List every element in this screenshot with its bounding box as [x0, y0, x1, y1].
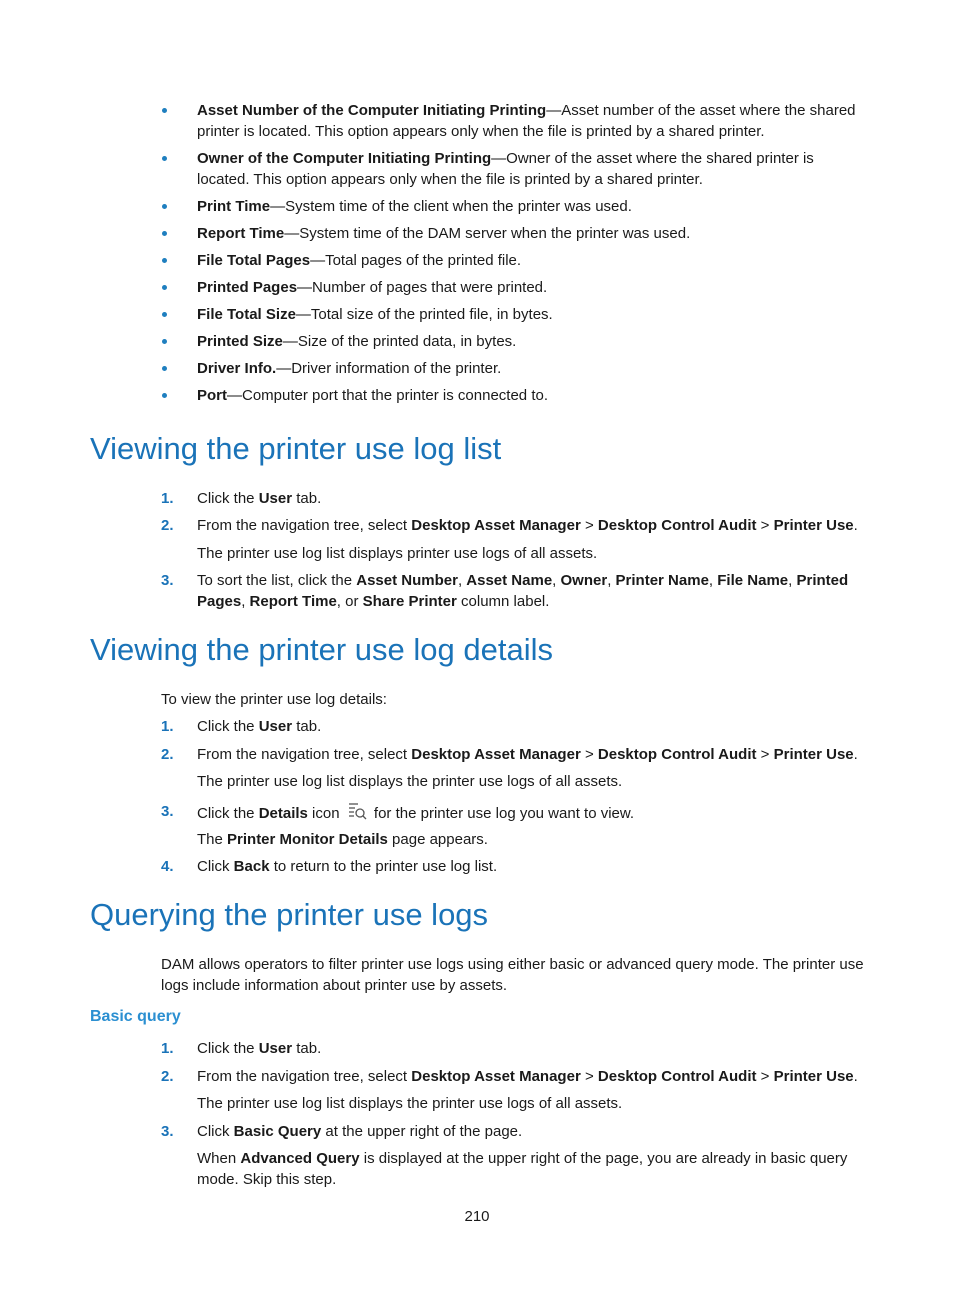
step-text: .	[853, 1068, 858, 1085]
step-text: >	[756, 746, 774, 763]
step-number: 2.	[161, 517, 174, 534]
step-item	[161, 1038, 871, 1059]
step-text: to return to the printer use log list.	[269, 858, 498, 875]
step-item	[161, 515, 871, 536]
step-text: column label.	[456, 593, 550, 610]
step-text: ,	[457, 572, 467, 589]
step-item	[161, 570, 871, 612]
ui-term: Printer Use	[773, 1068, 854, 1085]
description: —Computer port that the printer is connected to.	[227, 387, 548, 404]
description: —Asset number of the asset where the shared printer is located. This option appears only when the file is printed by a shared printer.	[197, 102, 856, 140]
ui-term: Basic Query	[233, 1123, 322, 1140]
step-text: tab.	[292, 718, 322, 735]
subsection-heading-basic-query: Basic query	[90, 1008, 181, 1025]
bullet-icon	[162, 339, 167, 344]
list-item	[160, 148, 870, 190]
term: Report Time	[197, 225, 285, 242]
ui-term: Advanced Query	[240, 1150, 360, 1167]
list-item	[160, 223, 870, 244]
note-text: page appears.	[387, 831, 488, 848]
field-list	[160, 100, 870, 406]
ui-term: Printer Name	[615, 572, 709, 589]
ui-term: Share Printer	[362, 593, 457, 610]
step-number: 1.	[161, 1040, 174, 1057]
step-number: 4.	[161, 858, 174, 875]
step-item	[161, 744, 871, 765]
step-number: 1.	[161, 490, 174, 507]
section-heading-log-list: Viewing the printer use log list	[90, 431, 502, 466]
ui-term: Desktop Control Audit	[597, 746, 757, 763]
list-item	[160, 250, 870, 271]
ui-term: Asset Number	[356, 572, 458, 589]
ui-term: Desktop Asset Manager	[411, 746, 581, 763]
term: Driver Info.	[197, 360, 277, 377]
list-item	[160, 385, 870, 406]
note-text: The	[197, 831, 228, 848]
description: —System time of the DAM server when the printer was used.	[284, 225, 691, 242]
step-number: 2.	[161, 746, 174, 763]
step-text: Click	[197, 1123, 234, 1140]
step-text: ,	[607, 572, 616, 589]
step-text: Click the	[197, 1040, 259, 1057]
note-text: is displayed at the upper right of the page, you are already in basic query mode. Skip this step.	[197, 1150, 848, 1188]
ui-term: Printer Use	[773, 517, 854, 534]
step-item	[161, 856, 871, 877]
ui-term: Report Time	[249, 593, 337, 610]
step-item	[161, 488, 871, 509]
section-heading-log-details: Viewing the printer use log details	[90, 632, 553, 667]
step-text: Click the	[197, 490, 259, 507]
term: Printed Pages	[197, 279, 298, 296]
step-item	[161, 1121, 871, 1142]
ui-term: File Name	[717, 572, 789, 589]
step-text: ,	[788, 572, 797, 589]
list-item	[160, 100, 870, 142]
details-magnifier-icon	[346, 801, 368, 821]
term: File Total Size	[197, 306, 296, 323]
list-item	[160, 358, 870, 379]
step-number: 1.	[161, 718, 174, 735]
step-note: The printer use log list displays the printer use logs of all assets.	[197, 773, 623, 790]
step-text: ,	[552, 572, 561, 589]
step-text: >	[580, 517, 598, 534]
term: Port	[197, 387, 227, 404]
step-text: >	[756, 517, 774, 534]
step-text: From the navigation tree, select	[197, 517, 412, 534]
bullet-icon	[162, 312, 167, 317]
ui-term: Details	[258, 805, 308, 822]
step-number: 3.	[161, 803, 174, 820]
ui-term: User	[258, 718, 293, 735]
step-text: Click	[197, 858, 234, 875]
ui-term: User	[258, 1040, 293, 1057]
step-text: ,	[708, 572, 718, 589]
ui-term: Desktop Asset Manager	[411, 517, 581, 534]
intro-text: To view the printer use log details:	[161, 691, 387, 708]
step-text: tab.	[292, 1040, 322, 1057]
term: Printed Size	[197, 333, 283, 350]
term: Print Time	[197, 198, 271, 215]
description: —Driver information of the printer.	[276, 360, 502, 377]
description: —Size of the printed data, in bytes.	[282, 333, 517, 350]
ui-term: Printed Pages	[197, 572, 849, 610]
step-text: for the printer use log you want to view.	[369, 805, 635, 822]
bullet-icon	[162, 285, 167, 290]
ui-term: Asset Name	[466, 572, 553, 589]
step-text: >	[580, 1068, 598, 1085]
ui-term: Desktop Control Audit	[597, 1068, 757, 1085]
bullet-icon	[162, 258, 167, 263]
description: —Number of pages that were printed.	[297, 279, 548, 296]
step-text: .	[853, 517, 858, 534]
bullet-icon	[162, 204, 167, 209]
bullet-icon	[162, 156, 167, 161]
page-number: 210	[464, 1208, 490, 1225]
step-text: To sort the list, click the	[197, 572, 357, 589]
step-text: >	[580, 746, 598, 763]
ui-term: Back	[233, 858, 270, 875]
ui-term: Printer Use	[773, 746, 854, 763]
step-text: .	[853, 746, 858, 763]
description: —Total pages of the printed file.	[310, 252, 522, 269]
bullet-icon	[162, 366, 167, 371]
ui-term: Desktop Asset Manager	[411, 1068, 581, 1085]
bullet-icon	[162, 108, 167, 113]
step-text: From the navigation tree, select	[197, 746, 412, 763]
step-item	[161, 716, 871, 737]
step-text: From the navigation tree, select	[197, 1068, 412, 1085]
term: Owner of the Computer Initiating Printing	[197, 150, 492, 167]
step-text: at the upper right of the page.	[321, 1123, 523, 1140]
step-text: , or	[336, 593, 363, 610]
note-text: When	[197, 1150, 241, 1167]
intro-text: DAM allows operators to filter printer use logs using either basic or advanced query mode. The printer use logs include information about printer use by assets.	[161, 956, 864, 994]
step-note	[197, 1148, 872, 1190]
ui-term: Printer Monitor Details	[227, 831, 388, 848]
step-text: tab.	[292, 490, 322, 507]
step-text: >	[756, 1068, 774, 1085]
step-number: 2.	[161, 1068, 174, 1085]
step-text: Click the	[197, 718, 259, 735]
bullet-icon	[162, 231, 167, 236]
description: —Owner of the asset where the shared printer is located. This option appears only when the file is printed by a shared printer.	[197, 150, 814, 188]
ui-term: Desktop Control Audit	[597, 517, 757, 534]
list-item	[160, 331, 870, 352]
list-item	[160, 277, 870, 298]
list-item	[160, 196, 870, 217]
step-item	[161, 801, 871, 824]
step-note: The printer use log list displays the printer use logs of all assets.	[197, 1095, 623, 1112]
step-text: Click the	[197, 805, 259, 822]
ui-term: Owner	[560, 572, 608, 589]
step-number: 3.	[161, 572, 174, 589]
step-item	[161, 1066, 871, 1087]
section-heading-querying: Querying the printer use logs	[90, 897, 489, 932]
bullet-icon	[162, 393, 167, 398]
step-note: The printer use log list displays printer use logs of all assets.	[197, 545, 598, 562]
step-text: ,	[241, 593, 250, 610]
list-item	[160, 304, 870, 325]
step-number: 3.	[161, 1123, 174, 1140]
description: —System time of the client when the printer was used.	[270, 198, 632, 215]
term: Asset Number of the Computer Initiating Printing	[197, 102, 547, 119]
description: —Total size of the printed file, in bytes.	[295, 306, 553, 323]
ui-term: User	[258, 490, 293, 507]
step-note	[197, 829, 872, 850]
step-text: icon	[307, 805, 344, 822]
term: File Total Pages	[197, 252, 311, 269]
